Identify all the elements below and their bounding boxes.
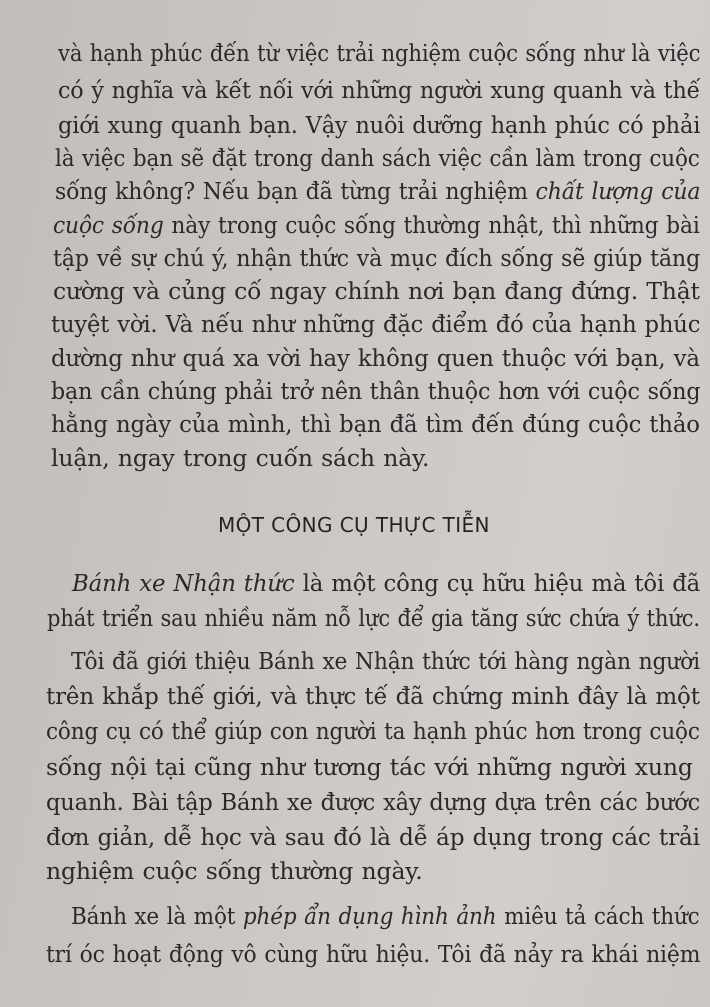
paragraph-3-line-1: Tôi đã giới thiệu Bánh xe Nhận thức tới hàng ngàn người [71,647,700,675]
paragraph-1-line-3: giới xung quanh bạn. Vậy nuôi dưỡng hạnh phúc có phải [58,111,701,139]
paragraph-4-line-1-italic: phép ẩn dụng hình ảnh [242,902,497,930]
paragraph-1-line-7: tập về sự chú ý, nhận thức và mục đích sống sẽ giúp tăng [53,244,701,272]
paragraph-1-line-9: tuyệt vời. Và nếu như những đặc điểm đó của hạnh phúc [51,310,701,338]
paragraph-2-line-1-text: là một công cụ hữu hiệu mà tôi đã [294,569,701,597]
paragraph-1-line-1: và hạnh phúc đến từ việc trải nghiệm cuộc sống như là việc [58,39,701,67]
paragraph-3-line-4: sống nội tại cũng như tương tác với những người xung [46,753,693,781]
paragraph-2-line-1 [72,568,700,598]
paragraph-3-line-6: đơn giản, dễ học và sau đó là dễ áp dụng trong các trải [46,823,700,851]
paragraph-1-line-8: cường và củng cố ngay chính nơi bạn đang đứng. Thật [53,277,700,305]
section-heading: MỘT CÔNG CỤ THỰC TIỄN [218,513,490,537]
paragraph-1-line-12: hằng ngày của mình, thì bạn đã tìm đến đúng cuộc thảo [51,410,700,438]
paragraph-1-line-11: bạn cần chúng phải trở nên thân thuộc hơn với cuộc sống [51,377,701,405]
paragraph-1-line-6 [53,210,700,240]
paragraph-1-line-4: là việc bạn sẽ đặt trong danh sách việc cần làm trong cuộc [55,144,700,172]
paragraph-2-line-1-italic: Bánh xe Nhận thức [72,569,295,597]
paragraph-2-line-2: phát triển sau nhiều năm nỗ lực để gia tăng sức chứa ý thức. [47,604,700,632]
paragraph-1-line-10: dường như quá xa vời hay không quen thuộc với bạn, và [51,344,700,372]
paragraph-1-line-5-text: sống không? Nếu bạn đã từng trải nghiệm [55,177,536,205]
paragraph-1-line-6-italic: cuộc sống [53,211,164,239]
paragraph-3-line-2: trên khắp thế giới, và thực tế đã chứng minh đây là một [46,682,700,710]
paragraph-1-line-5 [55,176,700,206]
paragraph-4-line-1 [71,901,700,931]
paragraph-4-line-2: trí óc hoạt động vô cùng hữu hiệu. Tôi đã nảy ra khái niệm [46,940,701,968]
paragraph-3-line-3: công cụ có thể giúp con người ta hạnh phúc hơn trong cuộc [46,717,700,745]
paragraph-3-line-5: quanh. Bài tập Bánh xe được xây dựng dựa trên các bước [46,788,701,816]
paragraph-4-line-1-text-b: miêu tả cách thức [496,902,700,930]
paragraph-3-line-7: nghiệm cuộc sống thường ngày. [46,857,423,885]
paragraph-1-line-13: luận, ngay trong cuốn sách này. [51,444,430,472]
paragraph-1-line-6-text: này trong cuộc sống thường nhật, thì những bài [163,211,700,239]
paragraph-1-line-2: có ý nghĩa và kết nối với những người xung quanh và thế [58,76,701,104]
paragraph-1-line-5-italic: chất lượng của [535,177,701,205]
paragraph-4-line-1-text-a: Bánh xe là một [71,902,243,930]
